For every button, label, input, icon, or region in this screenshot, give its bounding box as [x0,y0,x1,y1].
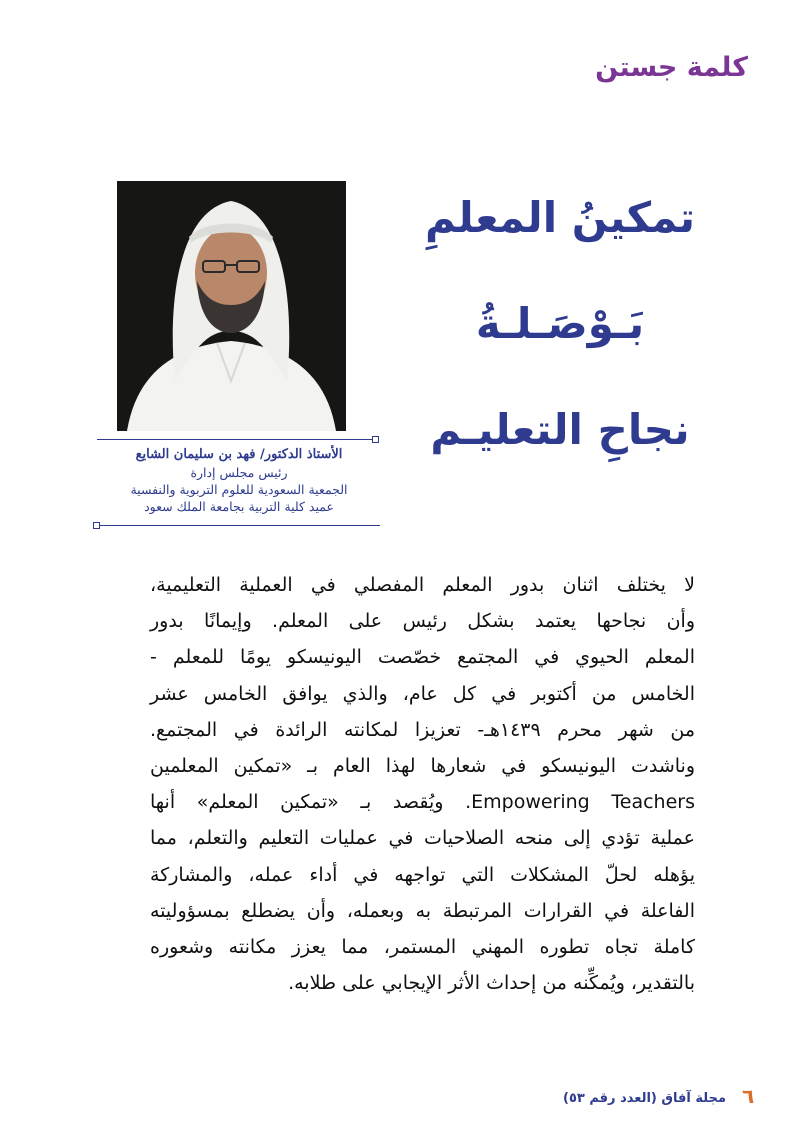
author-caption [100,445,378,515]
body-line: المعلم الحيوي في المجتمع خصّصت اليونيسكو يومًا للمعلم - [150,646,695,669]
headline-line-3: نجاحِ التعليـم [430,405,690,454]
section-label: كلمة جستن [595,52,748,83]
body-line: بالتقدير، ويُمكِّنه من إحداث الأثر الإيجابي على طلابه. [288,972,695,995]
body-line: عملية تؤدي إلى منحه الصلاحيات في عمليات التعليم والتعلم، مما [150,827,695,850]
author-name: الأستاذ الدكتور/ فهد بن سليمان الشايع [135,447,343,462]
body-line: وأن نجاحها يعتمد بشكل رئيس على المعلم. وإيمانًا بدور [150,610,695,633]
author-role-1: رئيس مجلس إدارة [190,465,288,480]
article-headline [400,165,720,483]
body-line: وناشدت اليونيسكو في شعارها لهذا العام بـ «تمكين المعلمين [150,754,695,777]
author-portrait [117,181,346,431]
caption-rule-top [97,439,375,440]
body-line: من شهر محرم ١٤٣٩هـ- تعزيزا لمكانته الرائدة في المجتمع. [150,718,696,741]
body-line: يؤهله لحلّ المشكلات التي تواجهه في أداء عمله، والمشاركة [150,863,695,886]
article-body [150,567,695,1001]
body-line: Empowering Teachers. ويُقصد بـ «تمكين المعلم» أنها [150,791,695,814]
body-line: الخامس من أكتوبر في كل عام، والذي يوافق الخامس عشر [150,682,695,705]
body-line: الفاعلة في القرارات المرتبطة به وبعمله، وأن يضطلع بمسؤوليته [150,899,695,922]
page-number: ٦ [742,1084,755,1108]
headline-line-2: بَـوْصَـلـةُ [475,299,645,348]
caption-rule-bottom [97,525,380,526]
body-line: كاملة تجاه تطوره المهني المستمر، مما يعزز مكانته وشعوره [150,935,695,958]
author-role-2: الجمعية السعودية للعلوم التربوية والنفسية [130,482,348,497]
magazine-footer: مجلة آفاق (العدد رقم ٥٣) [563,1091,726,1106]
caption-rule-handle [372,436,379,443]
body-line: لا يختلف اثنان بدور المعلم المفصلي في العملية التعليمية، [150,574,695,596]
caption-rule-handle [93,522,100,529]
author-role-3: عميد كلية التربية بجامعة الملك سعود [144,499,334,514]
headline-line-1: تمكينُ المعلمِ [424,193,696,242]
